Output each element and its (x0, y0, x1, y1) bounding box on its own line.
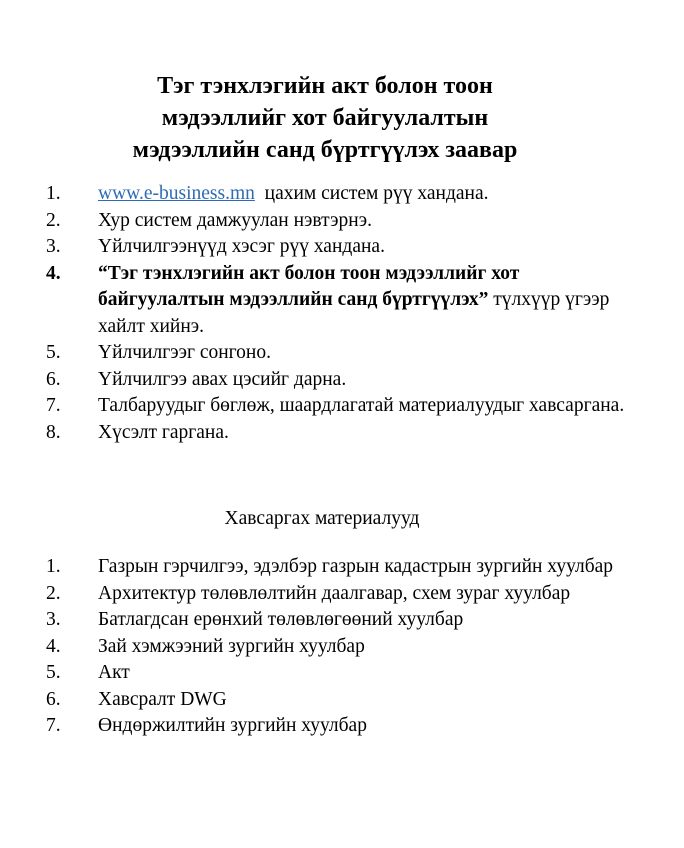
step-text: Хур систем дамжуулан нэвтэрнэ. (98, 209, 372, 231)
e-business-link[interactable]: www.e-business.mn (98, 183, 255, 204)
material-number: 2. (46, 582, 61, 604)
step-text: Хүсэлт гаргана. (98, 421, 229, 443)
document-title (60, 70, 590, 166)
step-number: 7. (46, 395, 61, 416)
search-keyword: “Тэг тэнхлэгийн акт болон тоон мэдээллийг хот байгуулалтын мэдээллийн санд бүртгүүлэх” (98, 262, 520, 310)
step-item (0, 208, 638, 235)
material-number: 4. (46, 635, 61, 657)
step-number: 1. (46, 183, 61, 204)
step-text: Талбаруудыг бөглөж, шаардлагатай материалуудыг хавсаргана. (98, 395, 625, 416)
material-item (0, 554, 638, 581)
step-number: 8. (46, 421, 61, 443)
material-text: Газрын гэрчилгээ, эдэлбэр газрын кадастрын зургийн хуулбар (98, 556, 614, 577)
step-item (0, 234, 638, 261)
step-text: Үйлчилгээнүүд хэсэг рүү хандана. (98, 236, 385, 257)
title-line-1: Тэг тэнхлэгийн акт болон тоон (157, 73, 493, 99)
step-number: 5. (46, 342, 61, 363)
material-text: Өндөржилтийн зургийн хуулбар (98, 715, 367, 736)
step-item (0, 393, 638, 420)
step-item (0, 261, 638, 341)
materials-heading: Хавсаргах материалууд (224, 508, 420, 529)
title-line-2: мэдээллийг хот байгуулалтын (161, 105, 489, 131)
material-number: 6. (46, 688, 61, 710)
material-text: Зай хэмжээний зургийн хуулбар (98, 635, 365, 657)
material-number: 3. (46, 609, 61, 630)
step-text: цахим систем рүү хандана. (254, 183, 489, 204)
steps-list (0, 181, 638, 446)
step-item (0, 340, 638, 367)
step-number: 3. (46, 236, 61, 257)
step-text: Үйлчилгээг сонгоно. (98, 342, 271, 363)
material-item (0, 660, 638, 687)
material-text: Архитектур төлөвлөлтийн даалгавар, схем зураг хуулбар (98, 582, 571, 604)
step-number: 6. (46, 368, 61, 390)
material-item (0, 687, 638, 714)
material-number: 1. (46, 556, 61, 577)
material-text: Акт (98, 662, 130, 683)
material-item (0, 713, 638, 740)
material-item (0, 634, 638, 661)
title-line-3: мэдээллийн санд бүртгүүлэх заавар (132, 137, 518, 163)
step-item (0, 367, 638, 394)
material-number: 7. (46, 715, 61, 736)
step-item (0, 181, 638, 208)
material-item (0, 607, 638, 634)
step-item (0, 420, 638, 447)
step-number: 4. (46, 262, 61, 284)
material-item (0, 581, 638, 608)
material-text: Батлагдсан ерөнхий төлөвлөгөөний хуулбар (98, 609, 464, 630)
step-text: Үйлчилгээ авах цэсийг дарна. (98, 368, 347, 390)
materials-list (0, 554, 638, 740)
material-number: 5. (46, 662, 61, 683)
step-text: түлхүүр үгээр хайлт хийнэ. (98, 289, 610, 337)
step-number: 2. (46, 209, 61, 231)
material-text: Хавсралт DWG (98, 688, 227, 710)
